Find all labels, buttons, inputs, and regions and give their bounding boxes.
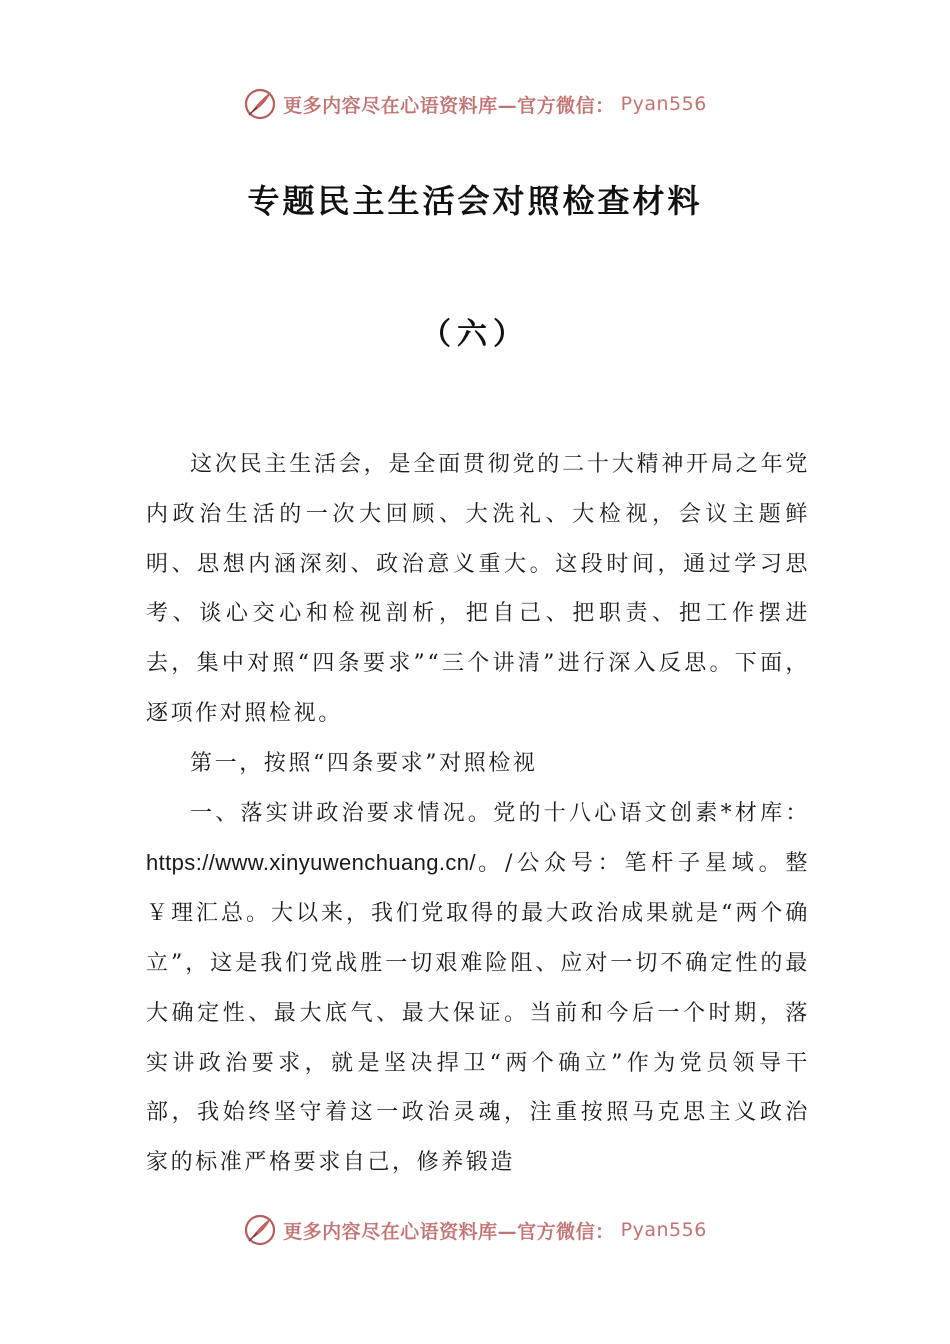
paragraph-politics-lead: 一、落实讲政治要求情况。党的十八心语文创素*材库： bbox=[190, 800, 810, 826]
watermark-wechat-id: Pyan556 bbox=[620, 93, 707, 115]
document-body bbox=[146, 440, 810, 1188]
watermark-text: 更多内容尽在心语资料库—官方微信： bbox=[283, 1220, 615, 1243]
quill-logo-icon bbox=[243, 87, 277, 121]
watermark-text: 更多内容尽在心语资料库—官方微信： bbox=[283, 94, 615, 117]
section-heading: 第一，按照“四条要求”对照检视 bbox=[190, 750, 538, 776]
paragraph-intro: 这次民主生活会，是全面贯彻党的二十大精神开局之年党内政治生活的一次大回顾、大洗礼、大检视，会议主题鲜明、思想内涵深刻、政治意义重大。这段时间，通过学习思考、谈心交心和检视剖析，把自己、把职责、把工作摆进去，集中对照“四条要求”“三个讲清”进行深入反思。下面，逐项作对照检视。 bbox=[146, 452, 810, 726]
quill-logo-icon bbox=[243, 1213, 277, 1247]
footer-watermark bbox=[0, 1210, 950, 1250]
document-title: 专题民主生活会对照检查材料 bbox=[247, 182, 703, 220]
paragraph-politics bbox=[146, 789, 810, 1188]
paragraph-politics-rest: 。/公众号：笔杆子星域。整￥理汇总。大以来，我们党取得的最大政治成果就是“两个确立”，这是我们党战胜一切艰难险阻、应对一切不确定性的最大确定性、最大底气、最大保证。当前和今后一个时期，落实讲政治要求，就是坚决捍卫“两个确立”作为党员领导干部，我始终坚守着这一政治灵魂，注重按照马克思主义政治家的标准严格要求自己，修养锻造 bbox=[146, 851, 810, 1176]
header-watermark bbox=[0, 84, 950, 124]
source-url: https://www.xinyuwenchuang.cn/ bbox=[146, 850, 476, 876]
watermark-wechat-id: Pyan556 bbox=[620, 1219, 707, 1241]
document-subtitle: （六） bbox=[421, 317, 529, 352]
